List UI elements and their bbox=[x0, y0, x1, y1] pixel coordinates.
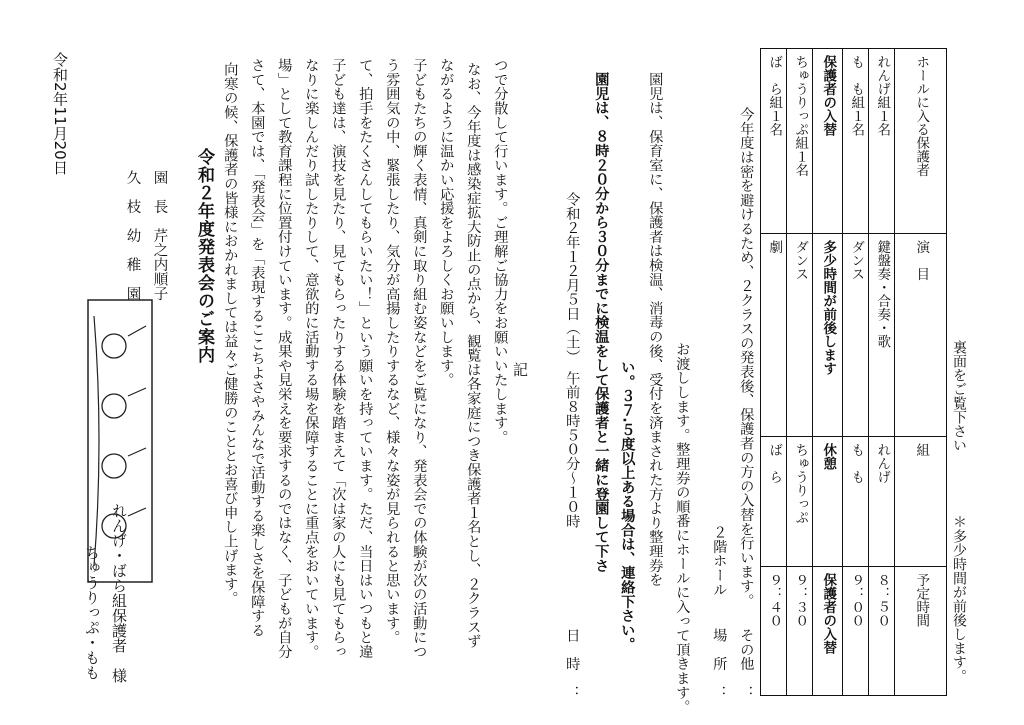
table-cell: ば ら組１名 bbox=[766, 55, 783, 136]
table-cell: ホールに入る保護者 bbox=[913, 55, 930, 177]
school-name: 久 枝 幼 稚 園 bbox=[124, 170, 141, 301]
table-row bbox=[761, 49, 787, 234]
principal-name: 園 長 芹之内順子 bbox=[151, 170, 168, 301]
table-row bbox=[843, 49, 869, 234]
table-header bbox=[895, 49, 947, 234]
body-line-11: つで分散して行います。ご理解ご協力をお願いいたします。 bbox=[492, 58, 509, 445]
body-line-2: さて、本園では、「発表会」を「表現するここちよさやみんなで活動する楽しさを保障する bbox=[249, 58, 266, 638]
nichiji-label: 日 時 ： bbox=[564, 628, 581, 700]
basho-value: ２階ホール bbox=[711, 525, 728, 597]
table-cell: ダンス bbox=[848, 239, 865, 281]
table-cell: ちゅうりっぷ bbox=[792, 443, 809, 525]
body-line-5: 子ども達は、演技を見たり、見てもらったりする体験を踏まえて「次は家の人にも見てもらっ bbox=[330, 58, 347, 659]
table-cell: ちゅうりっぷ組１名 bbox=[792, 55, 809, 177]
page-title: 令和２年度発表会のご案内 bbox=[194, 148, 214, 364]
table-cell: 休憩 bbox=[820, 443, 837, 471]
addressee-line-2: れんげ・ばら組保護者 様 bbox=[110, 503, 128, 683]
ki-mark: 記 bbox=[511, 362, 529, 377]
body-line-10: なお、今年度は感染症拡大防止の点から、観覧は各家庭につき保護者１名とし、２クラスず bbox=[465, 62, 482, 649]
body-line-6: て、拍手をたくさんしてもらいたい！」という願いを持っています。ただ、当日はいつもと違 bbox=[357, 58, 374, 659]
schedule-table bbox=[760, 48, 946, 696]
basho-label: 場 所 ： bbox=[711, 628, 728, 700]
document-date: 令和2年11月20日 bbox=[51, 52, 69, 175]
sonota-value: 今年度は密を避けるため、２クラスの発表後、保護者の方の入替を行います。 bbox=[738, 107, 755, 608]
table-cell: れんげ組１名 bbox=[874, 55, 891, 136]
table-cell: ダンス bbox=[792, 239, 809, 281]
nichiji-value: 令和２年１２月５日（土） 午前８時５０分～１０時 bbox=[564, 192, 581, 529]
body-line-4: なりに楽しんだり試したりして、意欲的に活動する場を保障することに重点をおいています。 bbox=[303, 58, 320, 659]
footnote: ＊多少時間が前後します。 bbox=[951, 515, 967, 683]
body-line-8: 子どもたちの輝く表情、真剣に取り組む姿などをご覧になり、発表会での体験が次の活動につ bbox=[411, 58, 428, 659]
table-cell: も も bbox=[848, 443, 865, 484]
table-cell: ば ら bbox=[766, 443, 783, 484]
table-row bbox=[869, 49, 895, 234]
table-cell: 予定時間 bbox=[913, 572, 930, 627]
table-cell: 多少時間が前後します bbox=[820, 239, 837, 375]
table-cell: ９：３０ bbox=[792, 572, 809, 627]
table-cell: 保護者の入替 bbox=[820, 55, 837, 136]
table-row bbox=[787, 49, 813, 234]
table-cell: ９：００ bbox=[848, 572, 865, 627]
table-cell: れんげ bbox=[874, 443, 891, 484]
children-illustration bbox=[84, 296, 156, 586]
table-cell: も も組１名 bbox=[848, 55, 865, 136]
back-note: 裏面をご覧下さい bbox=[951, 340, 967, 452]
table-cell: ９：４０ bbox=[766, 572, 783, 627]
sonota-label: その他 ： bbox=[738, 628, 755, 700]
table-cell: 組 bbox=[913, 443, 930, 457]
table-cell: 鍵盤奏・合奏・歌 bbox=[874, 239, 891, 348]
body-line-9: ながるように温かい応援をよろしくお願いします。 bbox=[438, 58, 455, 387]
table-cell: ８：５０ bbox=[874, 572, 891, 627]
nichiji-note-1: 園児は、８時２０分から３０分までに検温をして保護者と一緒に登園して下さ bbox=[593, 72, 610, 573]
nichiji-note-2: い。３７.５度以上ある場合は、連絡下さい。 bbox=[619, 360, 636, 652]
nichiji-note-4: お渡しします。整理券の順番にホールに入って頂きます。 bbox=[674, 342, 691, 714]
table-cell: 保護者の入替 bbox=[820, 572, 837, 654]
table-row bbox=[813, 49, 843, 234]
body-line-1: 向寒の候、保護者の皆様におかれましては益々ご健勝のこととお喜び申し上げます。 bbox=[222, 62, 239, 606]
nichiji-note-3: 園児は、保育室に、保護者は検温、消毒の後、受付を済まされた方より整理券を bbox=[647, 72, 664, 587]
table-cell: 演 目 bbox=[913, 239, 930, 281]
table-cell: 劇 bbox=[766, 239, 783, 254]
body-line-3: 場」として教育課程に位置付けています。成果や見栄えを要求するのではなく、子どもが自分 bbox=[276, 58, 293, 659]
addressee-line-1: ちゅうりっぷ・もも bbox=[83, 545, 101, 680]
body-line-7: う雰囲気の中、緊張したり、気分が高揚したりするなど、様々な姿が見られると思います。 bbox=[384, 58, 401, 645]
